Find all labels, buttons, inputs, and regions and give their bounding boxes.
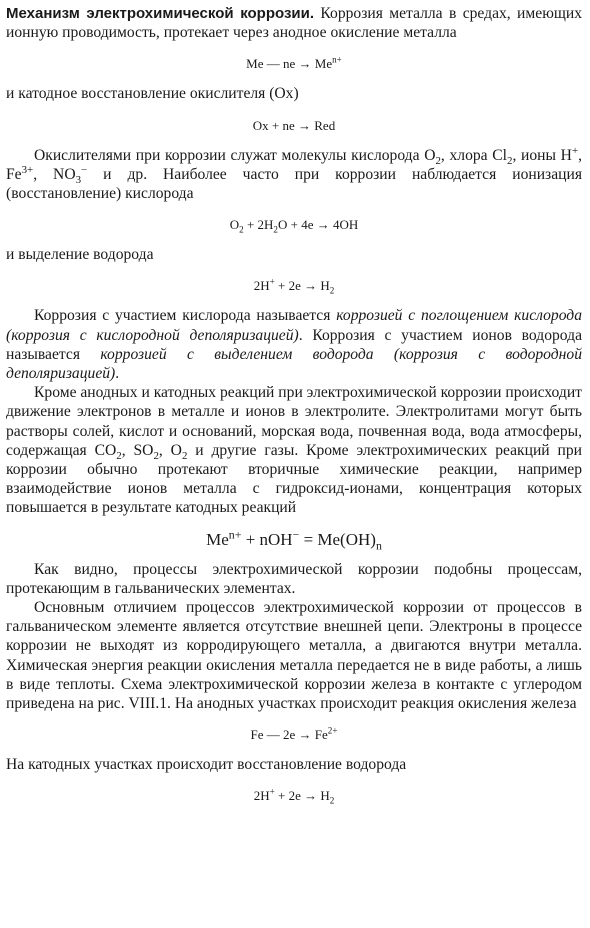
section-heading: Механизм электрохимической коррозии. [6, 5, 315, 22]
paragraph-galvanic: Как видно, процессы электрохимической коррозии подобны процессам, протекающим в гальванических элементах. [6, 560, 582, 597]
formula-oxygen-ionization: $O_2 + 2H_2O + 4e \to 4OH$ [229, 217, 359, 235]
paragraph-electrolytes: Кроме анодных и катодных реакций при электрохимической коррозии происходит движение электронов в металле и ионов в электролите. Электролитами могут быть растворы солей, кислот и оснований, морская вода, почвенная вода, вода атмосферы, содержащая $CO_2$, $SO_2$, $O_2$ и другие газы. Кроме электрохимических реакций при коррозии обычно протекают вторичные химические реакции, например взаимодействие ионов металла с гидроксид-ионами, концентрация которых повышается в результате катодных реакций [6, 384, 582, 517]
paragraph-depolarization: Коррозия с участием кислорода называется коррозией с поглощением кислорода (коррозия с кислородной деполяризацией). Коррозия с участием ионов водорода называется коррозией с выделением водорода (коррозия с водородной деполяризацией). [6, 307, 582, 383]
paragraph-cathodic: и катодное восстановление окислителя (Ox) [6, 85, 299, 103]
formula-hydrogen-evolution: $2H^+ + 2e \to H_2$ [253, 277, 335, 297]
paragraph-hydrogen: и выделение водорода [6, 246, 154, 264]
formula-hydrogen-reduction: $2H^+ + 2e \to H_2$ [253, 787, 335, 807]
formula-oxidant-reduction: Ox + ne → Red [252, 117, 336, 133]
paragraph-mechanism: Механизм электрохимической коррозии. Коррозия металла в средах, имеющих ионную проводимость, протекает через анодное окисление металла [6, 5, 582, 42]
formula-iron-oxidation: Fe — $2e \to Fe^{2+}$ [250, 725, 338, 743]
paragraph-oxidants: Окислителями при коррозии служат молекулы кислорода $O_2$, хлора $Cl_2$, ионы H+, $Fe^{3+}$, $NO_3^-$ и др. Наиболее часто при коррозии наблюдается ионизация (восстановление) кислорода [6, 144, 583, 203]
paragraph-difference: Основным отличием процессов электрохимической коррозии от процессов в гальваническом элементе является отсутствие внешней цепи. Электроны в процессе коррозии не выходят из корродирующего металла, а двигаются внутри металла. Химическая энергия реакции окисления металла передается не в виде работы, а лишь в виде теплоты. Схема электрохимической коррозии железа в контакте с углеродом приведена на рис. VIII.1. На анодных участках происходит реакция окисления железа [6, 599, 582, 713]
paragraph-cathode-sites: На катодных участках происходит восстановление водорода [6, 756, 407, 774]
formula-anodic-oxidation: Me — ne → $Me^{n+}$ [246, 55, 342, 72]
formula-hydroxide: $Me^{n+} + nOH^- = Me(OH)_n$ [206, 527, 382, 553]
